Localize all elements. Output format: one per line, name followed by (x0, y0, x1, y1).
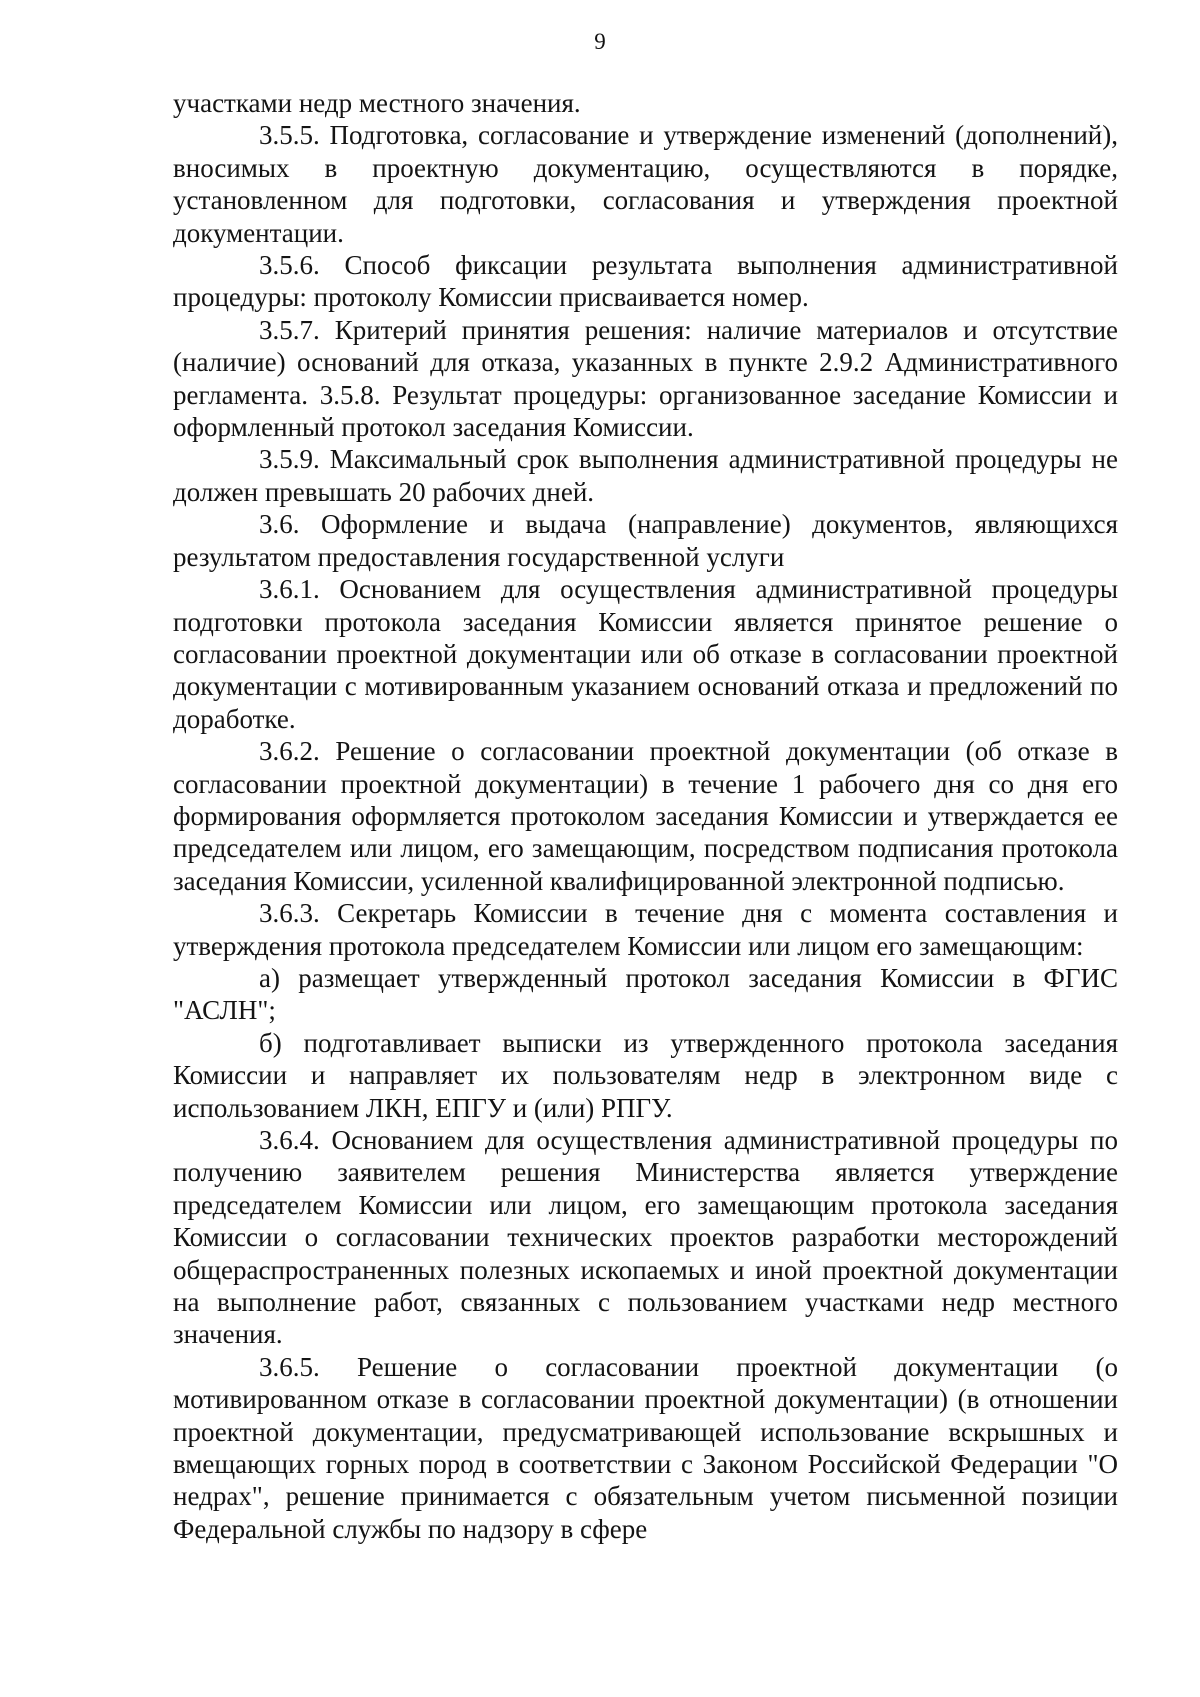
paragraph-3-5-5: 3.5.5. Подготовка, согласование и утверждение изменений (дополнений), вносимых в проектную документацию, осуществляются в порядке, установленном для подготовки, согласования и утверждения проектной документации. (173, 120, 1118, 248)
page-number: 9 (594, 29, 606, 54)
paragraph-3-6-3-a: а) размещает утвержденный протокол заседания Комиссии в ФГИС "АСЛН"; (173, 962, 1118, 1026)
paragraph-3-5-9: 3.5.9. Максимальный срок выполнения административной процедуры не должен превышать 20 рабочих дней. (173, 444, 1118, 507)
paragraph-3-5-6: 3.5.6. Способ фиксации результата выполнения административной процедуры: протоколу Комиссии присваивается номер. (173, 250, 1118, 313)
paragraph-3-5-7: 3.5.7. Критерий принятия решения: наличие материалов и отсутствие (наличие) оснований для отказа, указанных в пункте 2.9.2 Административного регламента. 3.5.8. Результат процедуры: организованное заседание Комиссии и оформленный протокол заседания Комиссии. (173, 314, 1118, 443)
paragraph-3-6-3: 3.6.3. Секретарь Комиссии в течение дня с момента составления и утверждения протокола председателем Комиссии или лицом его замещающим: (173, 898, 1118, 961)
paragraph-3-6-5: 3.6.5. Решение о согласовании проектной документации (о мотивированном отказе в согласовании проектной документации) (в отношении проектной документации, предусматривающей использование вскрышных и вмещающих горных пород в соответствии с Законом Российской Федерации "О недрах", решение принимается с обязательным учетом письменной позиции Федеральной службы по надзору в сфере (173, 1351, 1118, 1544)
paragraph-3-6-1: 3.6.1. Основанием для осуществления административной процедуры подготовки протокола заседания Комиссии является принятое решение о согласовании проектной документации или об отказе в согласовании проектной документации с мотивированным указанием оснований отказа и предложений по доработке. (173, 574, 1118, 734)
paragraph-3-6-2: 3.6.2. Решение о согласовании проектной документации (об отказе в согласовании проектной документации) в течение 1 рабочего дня со дня его формирования оформляется протоколом заседания Комиссии и утверждается ее председателем или лицом, его замещающим, посредством подписания протокола заседания Комиссии, усиленной квалифицированной электронной подписью. (173, 736, 1118, 896)
paragraph-3-6: 3.6. Оформление и выдача (направление) документов, являющихся результатом предоставления государственной услуги (173, 509, 1118, 572)
paragraph-3-6-3-b: б) подготавливает выписки из утвержденного протокола заседания Комиссии и направляет их пользователям недр в электронном виде с использованием ЛКН, ЕПГУ и (или) РПГУ. (173, 1027, 1118, 1123)
paragraph-3-6-4: 3.6.4. Основанием для осуществления административной процедуры по получению заявителем решения Министерства является утверждение председателем Комиссии или лицом, его замещающим протокола заседания Комиссии о согласовании технических проектов разработки месторождений общераспространенных полезных ископаемых и иной проектной документации на выполнение работ, связанных с пользованием участками недр местного значения. (173, 1125, 1118, 1350)
paragraph-continuation: участками недр местного значения. (173, 88, 581, 118)
document-body (173, 87, 1118, 1545)
